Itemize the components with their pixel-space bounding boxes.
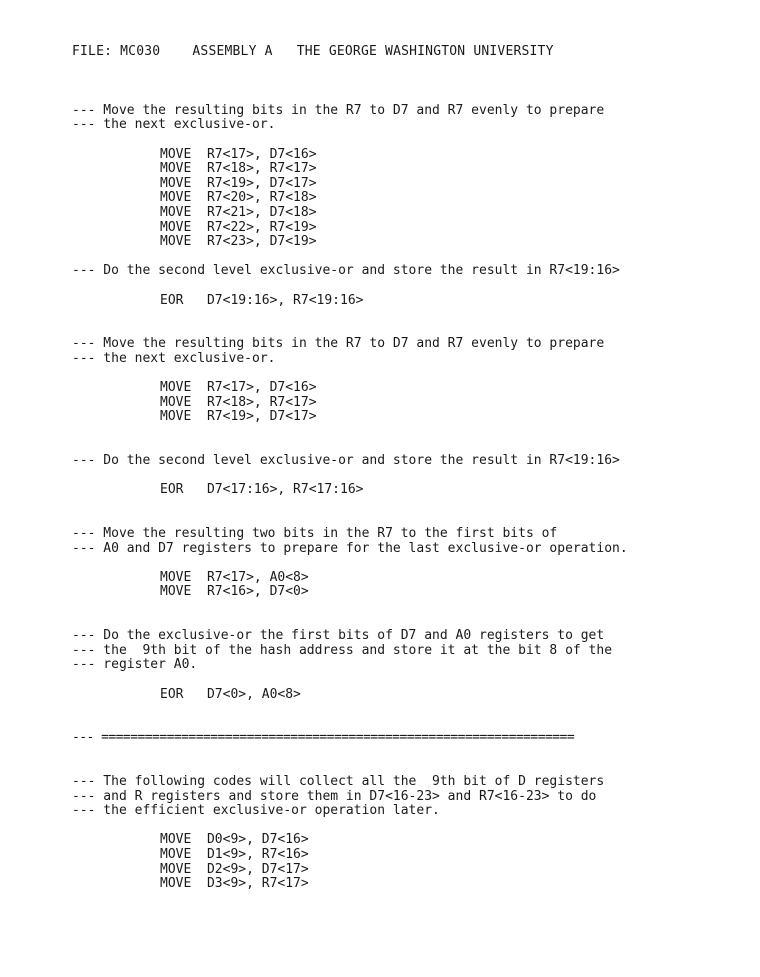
comment-line: --- Move the resulting two bits in the R7 to the first bits of <box>72 526 558 541</box>
blank-line <box>72 469 712 484</box>
comment-line: --- Do the second level exclusive-or and store the result in R7<19:16> <box>72 263 620 279</box>
code-line: MOVE R7<17>, A0<8> <box>160 569 309 585</box>
blank-line <box>72 439 712 454</box>
blank-line <box>72 615 712 630</box>
blank-line <box>72 323 712 338</box>
document-page <box>72 44 712 892</box>
document-body <box>72 60 712 892</box>
blank-line <box>72 717 712 732</box>
comment-line: --- the efficient exclusive-or operation later. <box>72 803 440 819</box>
comment-line: --- the 9th bit of the hash address and store it at the bit 8 of the <box>72 642 613 658</box>
blank-line <box>72 702 712 717</box>
file-header: FILE: MC030 ASSEMBLY A THE GEORGE WASHINGTON UNIVERSITY <box>72 44 554 59</box>
code-line: MOVE R7<17>, D7<16> <box>160 380 317 396</box>
comment-line: --- Move the resulting bits in the R7 to D7 and R7 evenly to prepare <box>72 102 605 118</box>
blank-line <box>72 819 712 834</box>
comment-line: --- The following codes will collect all the 9th bit of D registers <box>72 774 605 790</box>
comment-line: --- the next exclusive-or. <box>72 117 276 133</box>
code-line: MOVE R7<21>, D7<18> <box>160 204 317 220</box>
comment-line: --- the next exclusive-or. <box>72 350 276 366</box>
blank-line <box>72 673 712 688</box>
code-line: MOVE D2<9>, D7<17> <box>160 861 309 877</box>
blank-line <box>72 250 712 265</box>
comment-line: --- register A0. <box>72 657 198 673</box>
code-line: EOR D7<19:16>, R7<19:16> <box>160 292 364 308</box>
code-line: EOR D7<0>, A0<8> <box>160 686 301 702</box>
comment-line: --- Do the second level exclusive-or and store the result in R7<19:16> <box>72 453 620 469</box>
code-line: MOVE R7<19>, D7<17> <box>160 175 317 191</box>
blank-line <box>72 761 712 776</box>
code-line: MOVE D1<9>, R7<16> <box>160 847 309 863</box>
code-line: MOVE R7<18>, R7<17> <box>160 161 317 177</box>
blank-line <box>72 366 712 381</box>
comment-line: --- Move the resulting bits in the R7 to D7 and R7 evenly to prepare <box>72 336 605 352</box>
code-line: MOVE R7<19>, D7<17> <box>160 409 317 425</box>
blank-line <box>72 746 712 761</box>
blank-line <box>72 89 712 104</box>
comment-line: --- and R registers and store them in D7<16-23> and R7<16-23> to do <box>72 788 597 804</box>
blank-line <box>72 60 712 75</box>
code-line: MOVE R7<17>, D7<16> <box>160 146 317 162</box>
code-line: MOVE D3<9>, R7<17> <box>160 876 309 892</box>
blank-line <box>72 308 712 323</box>
code-line: EOR D7<17:16>, R7<17:16> <box>160 482 364 498</box>
blank-line <box>72 279 712 294</box>
code-line: MOVE D0<9>, D7<16> <box>160 832 309 848</box>
separator-rule: --- ================================================================= <box>72 730 575 746</box>
blank-line <box>72 425 712 440</box>
code-line: MOVE R7<18>, R7<17> <box>160 394 317 410</box>
blank-line <box>72 75 712 90</box>
blank-line <box>72 556 712 571</box>
comment-line: --- Do the exclusive-or the first bits of D7 and A0 registers to get <box>72 628 605 644</box>
code-line: MOVE R7<16>, D7<0> <box>160 584 309 600</box>
blank-line <box>72 133 712 148</box>
code-line: MOVE R7<23>, D7<19> <box>160 234 317 250</box>
blank-line <box>72 600 712 615</box>
code-line: MOVE R7<22>, R7<19> <box>160 219 317 235</box>
blank-line <box>72 498 712 513</box>
comment-line: --- A0 and D7 registers to prepare for the last exclusive-or operation. <box>72 540 628 556</box>
code-line: MOVE R7<20>, R7<18> <box>160 190 317 206</box>
blank-line <box>72 512 712 527</box>
